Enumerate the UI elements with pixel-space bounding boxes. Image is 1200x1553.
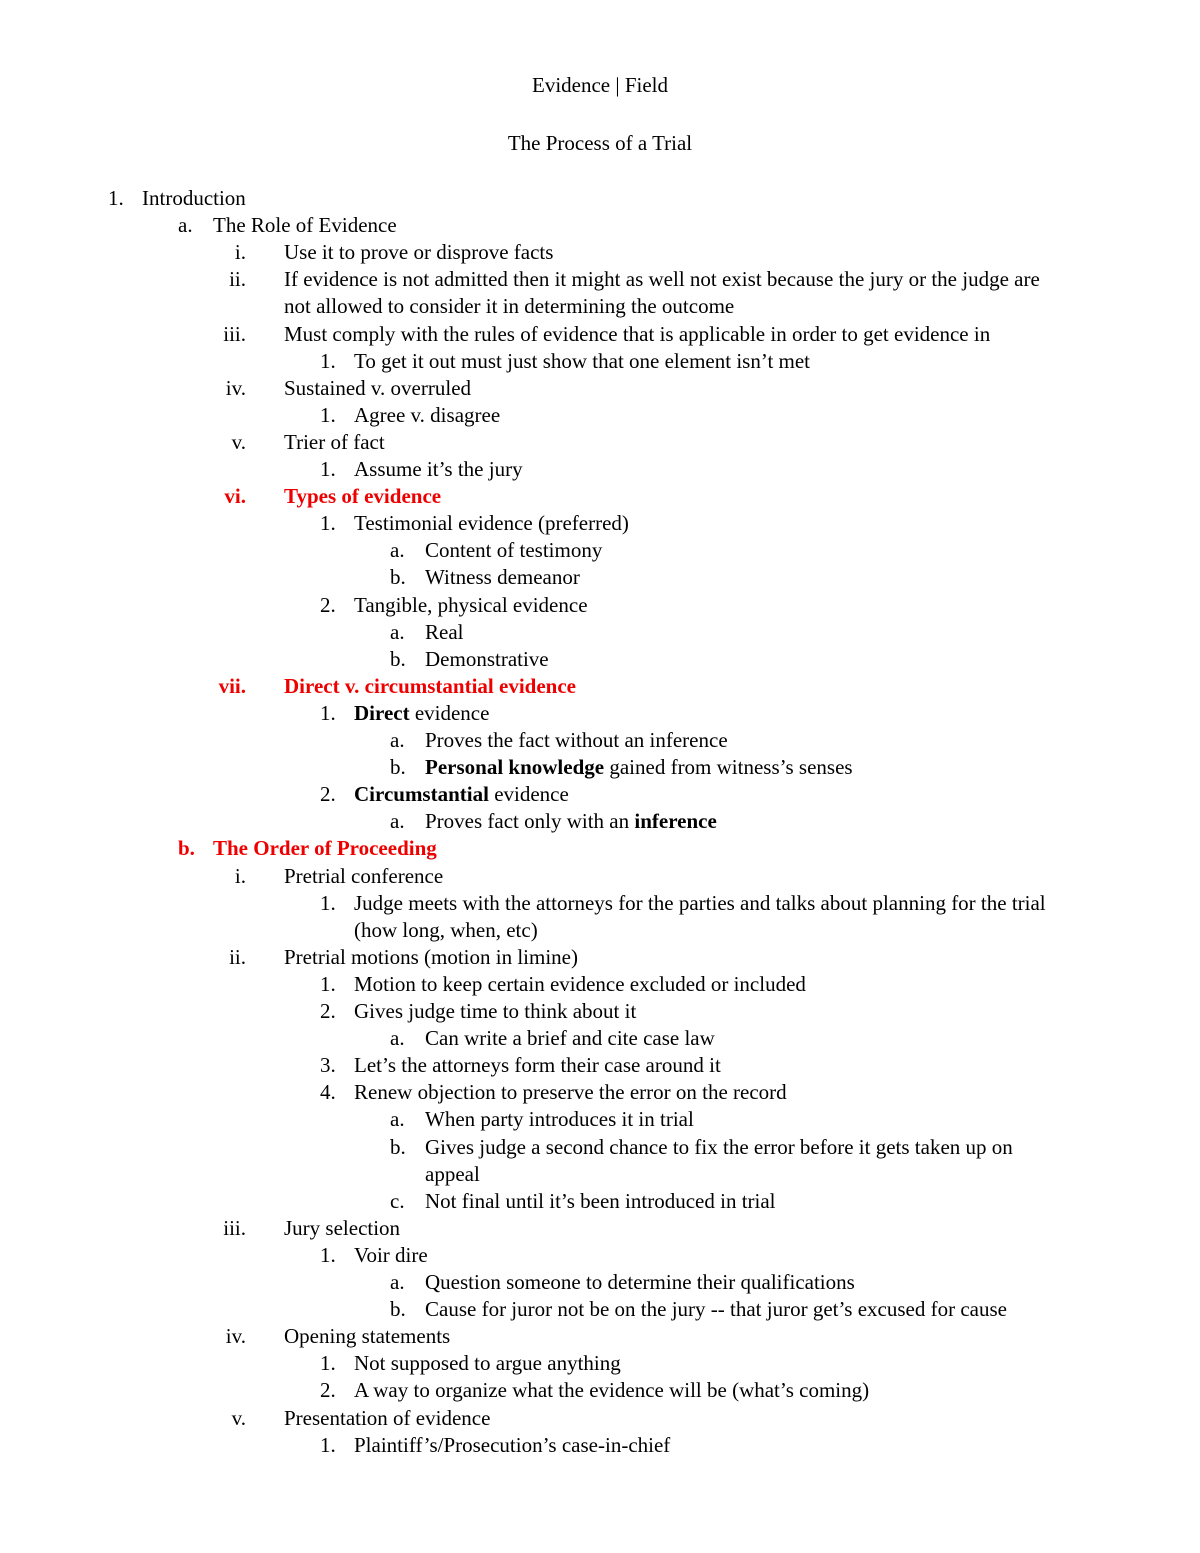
text-segment: Witness demeanor: [425, 565, 580, 590]
outline-marker: a.: [390, 728, 405, 752]
outline-text: [354, 998, 636, 1025]
text-segment: Sustained v. overruled: [284, 375, 472, 400]
text-segment: not allowed to consider it in determining the outcome: [284, 294, 735, 319]
outline-text: [284, 429, 385, 456]
text-segment: If evidence is not admitted then it might as well not exist because the jury or the judge are: [284, 267, 1040, 292]
outline-marker: v.: [231, 1405, 246, 1430]
outline-marker: 1.: [108, 186, 124, 210]
outline-marker: 1.: [320, 402, 336, 427]
outline-text: [354, 890, 1046, 917]
text-segment: Jury selection: [284, 1215, 401, 1240]
outline-marker: ii.: [229, 944, 246, 969]
text-segment: Opening statements: [284, 1324, 451, 1349]
bold-term: Direct: [354, 700, 410, 725]
text-segment: Judge meets with the attorneys for the parties and talks about planning for the trial: [354, 890, 1046, 915]
text-segment: evidence: [409, 700, 490, 725]
outline-text: [425, 564, 580, 591]
outline-text: [354, 1052, 721, 1079]
text-segment: Demonstrative: [425, 646, 549, 671]
text-segment: Pretrial conference: [284, 863, 444, 888]
outline-marker: 2.: [320, 782, 336, 807]
outline-marker: iii.: [223, 1215, 246, 1240]
outline-text: [284, 944, 578, 971]
outline-marker: iv.: [225, 375, 246, 400]
text-segment: Presentation of evidence: [284, 1405, 491, 1430]
bold-term: Personal knowledge: [425, 755, 605, 780]
text-segment: The Order of Proceeding: [213, 836, 437, 861]
text-segment: Renew objection to preserve the error on the record: [354, 1080, 787, 1105]
text-segment: Can write a brief and cite case law: [425, 1026, 715, 1051]
outline-text: [213, 212, 397, 239]
text-segment: When party introduces it in trial: [425, 1107, 694, 1132]
text-segment: Types of evidence: [284, 484, 442, 509]
outline-text: [284, 1323, 450, 1350]
outline-text: [284, 1215, 400, 1242]
outline-text: [425, 1296, 1007, 1323]
outline-text: [425, 754, 853, 781]
outline-marker: a.: [178, 213, 193, 238]
outline-text: [284, 1405, 490, 1432]
outline-text: [284, 239, 553, 266]
text-segment: The Role of Evidence: [213, 213, 397, 238]
outline-marker: 1.: [320, 890, 336, 915]
text-segment: evidence: [488, 782, 569, 807]
outline-text: [425, 1188, 776, 1215]
outline-marker: a.: [390, 1026, 405, 1051]
outline-marker: 4.: [320, 1080, 336, 1105]
outline-text: [354, 348, 810, 375]
text-segment: Assume it’s the jury: [354, 457, 523, 481]
outline-marker: v.: [231, 429, 246, 454]
text-segment: A way to organize what the evidence will be (what’s coming): [354, 1378, 870, 1403]
text-segment: Cause for juror not be on the jury -- that juror get’s excused for cause: [425, 1297, 1007, 1322]
outline-marker: 2.: [320, 1378, 336, 1403]
outline-text: [354, 781, 569, 808]
text-segment: Pretrial motions (motion in limine): [284, 944, 578, 969]
outline-marker: 1.: [320, 1432, 336, 1457]
text-segment: Content of testimony: [425, 538, 603, 563]
text-segment: Trier of fact: [284, 429, 385, 454]
outline-text: [354, 1377, 869, 1404]
text-segment: Tangible, physical evidence: [354, 592, 588, 617]
outline-text: [425, 1025, 715, 1052]
outline-text: [354, 592, 588, 619]
outline-text: [284, 673, 576, 700]
document-title: Evidence | Field: [532, 73, 668, 97]
outline-marker: iv.: [225, 1324, 246, 1349]
outline-marker: 1.: [320, 1242, 336, 1267]
outline-marker: iii.: [223, 321, 246, 346]
outline-text: [425, 727, 728, 754]
text-segment: Use it to prove or disprove facts: [284, 240, 554, 265]
outline-text: [284, 293, 734, 320]
outline-marker: 2.: [320, 999, 336, 1023]
outline-text: [425, 646, 549, 673]
text-segment: Gives judge a second chance to fix the error before it gets taken up on: [425, 1134, 1013, 1159]
outline-marker: 1.: [320, 348, 336, 373]
text-segment: To get it out must just show that one element isn’t met: [354, 348, 811, 373]
outline-text: [284, 483, 441, 510]
bold-term: inference: [634, 809, 717, 834]
outline-marker: a.: [390, 1270, 405, 1294]
outline-text: [354, 917, 538, 944]
outline-marker: b.: [178, 836, 195, 861]
document-subtitle: The Process of a Trial: [507, 131, 693, 155]
text-segment: Plaintiff’s/Prosecution’s case-in-chief: [354, 1432, 671, 1457]
outline-text: [284, 266, 1040, 293]
text-segment: (how long, when, etc): [354, 917, 538, 942]
outline-marker: b.: [390, 1297, 406, 1322]
outline-marker: a.: [390, 538, 405, 563]
outline-marker: 1.: [320, 700, 336, 725]
outline-marker: vii.: [218, 673, 246, 698]
text-segment: Voir dire: [354, 1242, 428, 1267]
text-segment: Real: [425, 619, 464, 644]
outline-text: [354, 700, 489, 727]
outline-marker: ii.: [229, 267, 246, 292]
text-segment: Let’s the attorneys form their case around it: [354, 1053, 721, 1078]
outline-marker: 1.: [320, 1351, 336, 1376]
outline-text: [284, 863, 443, 890]
outline-marker: b.: [390, 565, 406, 590]
outline-marker: i.: [234, 240, 246, 265]
outline-text: [425, 808, 717, 835]
text-segment: appeal: [425, 1161, 480, 1186]
text-segment: gained from witness’s senses: [604, 755, 853, 780]
outline-text: [213, 835, 437, 862]
outline-text: [354, 1079, 787, 1106]
outline-marker: b.: [390, 755, 406, 780]
outline-text: [354, 1432, 670, 1459]
text-segment: Testimonial evidence (preferred): [354, 511, 629, 536]
outline-text: [425, 1106, 694, 1133]
text-segment: Gives judge time to think about it: [354, 999, 637, 1023]
outline-text: [354, 971, 806, 998]
text-segment: Not final until it’s been introduced in trial: [425, 1188, 776, 1213]
outline-text: [354, 510, 629, 537]
outline-marker: 1.: [320, 457, 336, 481]
text-segment: Direct v. circumstantial evidence: [284, 673, 576, 698]
text-segment: Not supposed to argue anything: [354, 1351, 621, 1376]
outline-text: [142, 185, 246, 212]
outline-text: [425, 619, 463, 646]
outline-marker: 2.: [320, 592, 336, 617]
outline-text: [354, 456, 523, 483]
outline-text: [354, 1350, 621, 1377]
outline-marker: c.: [390, 1188, 405, 1213]
outline-text: [354, 1242, 428, 1269]
text-segment: Motion to keep certain evidence excluded or included: [354, 971, 806, 996]
outline-marker: b.: [390, 646, 406, 671]
outline-text: [425, 1161, 480, 1188]
outline-marker: 1.: [320, 511, 336, 536]
text-segment: Agree v. disagree: [354, 402, 501, 427]
outline-text: [425, 537, 602, 564]
text-segment: Proves the fact without an inference: [425, 728, 728, 752]
outline-text: [284, 321, 990, 348]
outline-marker: b.: [390, 1134, 406, 1159]
outline-marker: a.: [390, 809, 405, 834]
outline-text: [425, 1134, 1013, 1161]
outline-text: [284, 375, 471, 402]
outline-marker: i.: [234, 863, 246, 888]
bold-term: Circumstantial: [354, 782, 489, 807]
outline-text: [354, 402, 500, 429]
outline-marker: 3.: [320, 1053, 336, 1078]
text-segment: Proves fact only with an: [425, 809, 635, 834]
outline-marker: vi.: [224, 484, 246, 509]
text-segment: Introduction: [142, 186, 246, 210]
text-segment: Question someone to determine their qualifications: [425, 1270, 855, 1294]
outline-text: [425, 1269, 855, 1296]
outline-marker: a.: [390, 1107, 405, 1132]
outline-marker: a.: [390, 619, 405, 644]
text-segment: Must comply with the rules of evidence that is applicable in order to get evidence in: [284, 321, 991, 346]
outline-marker: 1.: [320, 971, 336, 996]
